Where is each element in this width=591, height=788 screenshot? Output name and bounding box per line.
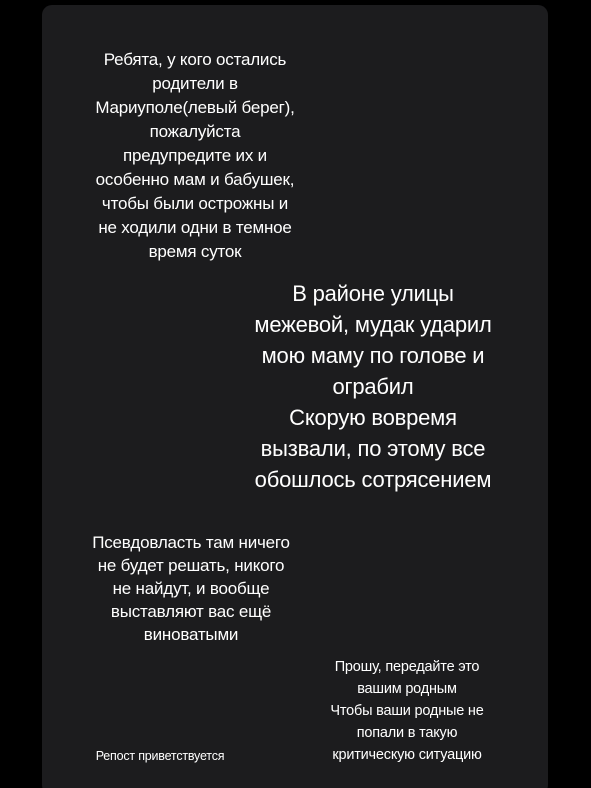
story-text-warning: Ребята, у кого остались родители в Мариуполе(левый берег), пожалуйста предупредите их и особенно мам и бабушек, чтобы были острожны и не ходили одни в темное время суток [95,50,295,261]
story-text-repost: Репост приветствуется [95,749,225,763]
story-text-incident: В районе улицы межевой, мудак ударил мою маму по голове и ограбил Скорую вовремя вызвали, по этому все обошлось сотрясением [254,281,492,492]
story-text-request: Прошу, передайте это вашим родным Чтобы ваши родные не попали в такую критическую ситуацию [330,659,484,763]
story-text-authorities: Псевдовласть там ничего не будет решать, никого не найдут, и вообще выставляют вас ещё виноватыми [92,533,290,644]
